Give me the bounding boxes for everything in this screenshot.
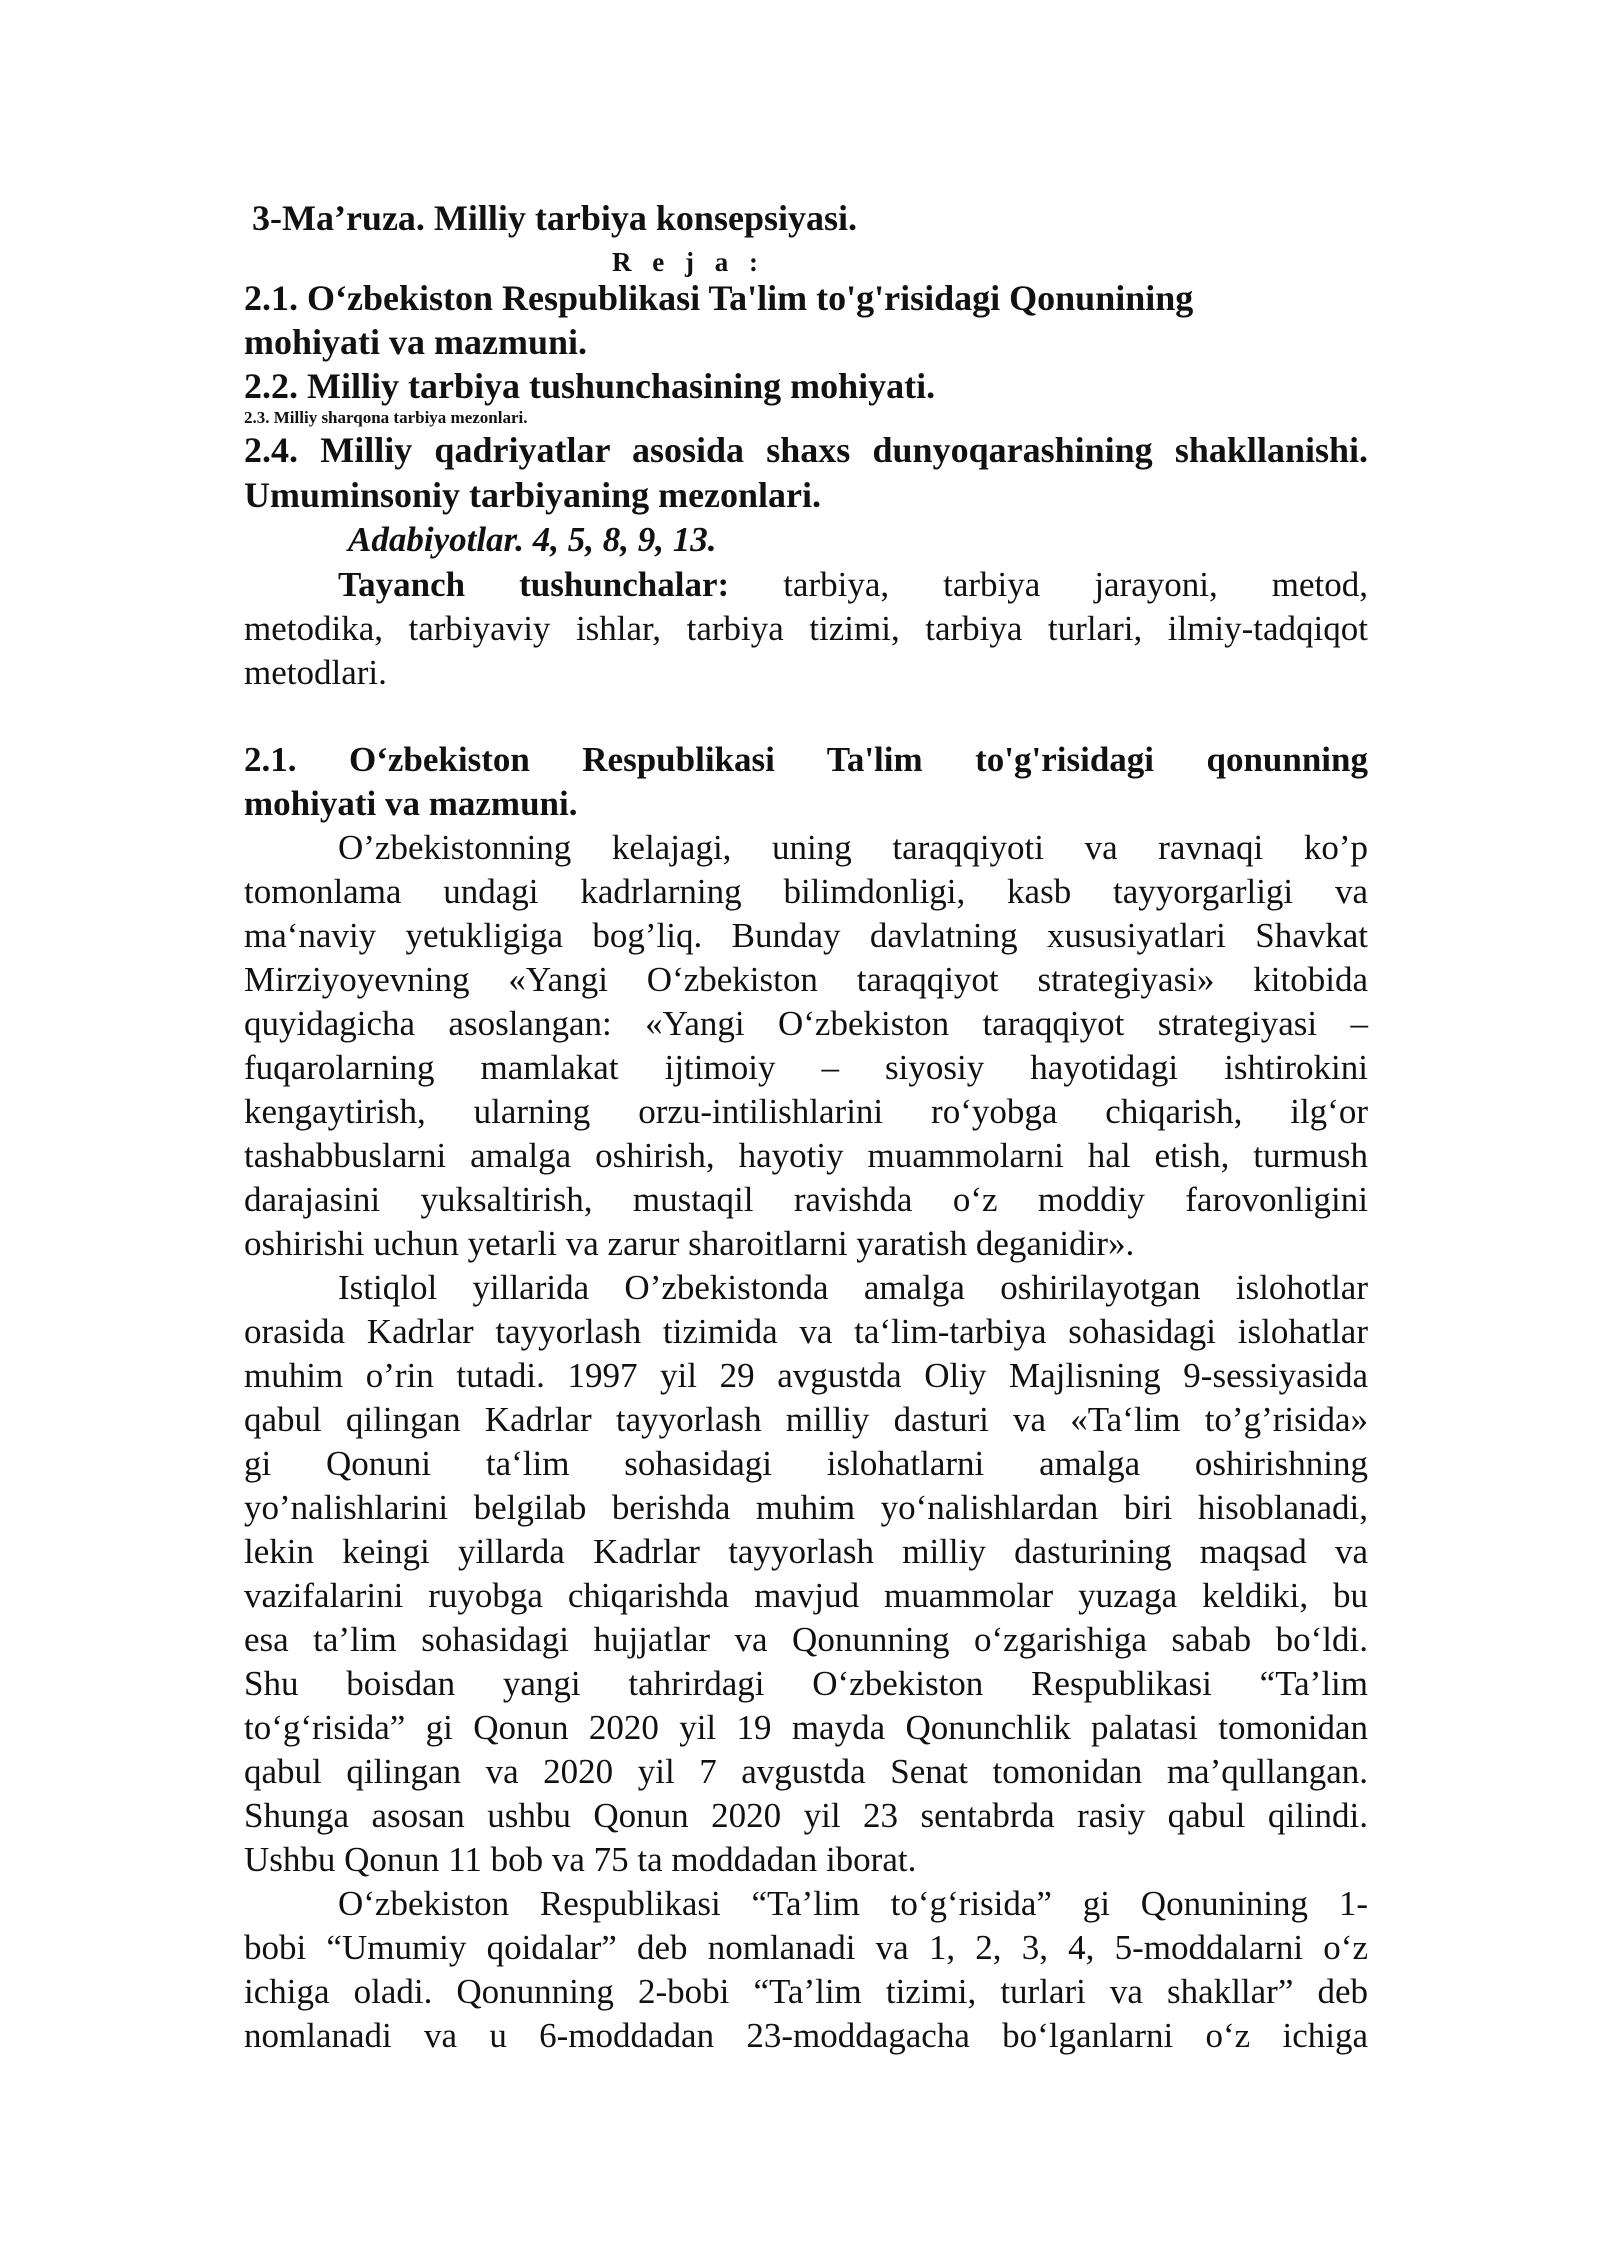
paragraph-2-line: lekin keingi yillarda Kadrlar tayyorlash milliy dasturining maqsad va — [244, 1532, 1368, 1571]
paragraph-2-line: vazifalarini ruyobga chiqarishda mavjud muammolar yuzaga keldiki, bu — [244, 1576, 1368, 1615]
paragraph-2-line: orasida Kadrlar tayyorlash tizimida va ta‘lim-tarbiya sohasidagi islohatlar — [244, 1312, 1368, 1351]
paragraph-2-line: Shu boisdan yangi tahrirdagi O‘zbekiston Respublikasi “Ta’lim — [244, 1664, 1368, 1703]
plan-item-2-3: 2.3. Milliy sharqona tarbiya mezonlari. — [244, 408, 528, 427]
lecture-title: 3-Ma’ruza. Milliy tarbiya konsepsiyasi. — [252, 198, 857, 238]
paragraph-1-line: O’zbekistonning kelajagi, uning taraqqiyoti va ravnaqi ko’p — [338, 828, 1368, 867]
paragraph-2-line: Shunga asosan ushbu Qonun 2020 yil 23 sentabrda rasiy qabul qilindi. — [244, 1796, 1368, 1835]
paragraph-1-line: tomonlama undagi kadrlarning bilimdonligi, kasb tayyorgarligi va — [244, 872, 1368, 911]
paragraph-1-line: fuqarolarning mamlakat ijtimoiy – siyosiy hayotidagi ishtirokini — [244, 1048, 1368, 1087]
plan-item-2-1-cont: mohiyati va mazmuni. — [244, 322, 588, 362]
key-terms-line-1 — [338, 563, 1368, 607]
literature-line: Adabiyotlar. 4, 5, 8, 9, 13. — [348, 520, 717, 559]
paragraph-2-line: esa ta’lim sohasidagi hujjatlar va Qonunning o‘zgarishiga sabab bo‘ldi. — [244, 1620, 1368, 1659]
paragraph-1-line: Mirziyoyevning «Yangi O‘zbekiston taraqqiyot strategiyasi» kitobida — [244, 960, 1368, 999]
paragraph-3-line: bobi “Umumiy qoidalar” deb nomlanadi va 1, 2, 3, 4, 5-moddalarni o‘z — [244, 1928, 1368, 1967]
paragraph-3-line: nomlanadi va u 6-moddadan 23-moddagacha bo‘lganlarni o‘z ichiga — [244, 2016, 1368, 2055]
paragraph-1-line: kengaytirish, ularning orzu-intilishlarini ro‘yobga chiqarish, ilg‘or — [244, 1092, 1368, 1131]
key-terms-line-2: metodika, tarbiyaviy ishlar, tarbiya tizimi, tarbiya turlari, ilmiy-tadqiqot — [244, 609, 1368, 648]
paragraph-1-line: darajasini yuksaltirish, mustaqil ravishda o‘z moddiy farovonligini — [244, 1180, 1368, 1219]
paragraph-1-line: ma‘naviy yetukligiga bog’liq. Bunday davlatning xususiyatlari Shavkat — [244, 916, 1368, 955]
paragraph-2-line: Istiqlol yillarida O’zbekistonda amalga oshirilayotgan islohotlar — [338, 1268, 1368, 1307]
plan-item-2-2: 2.2. Milliy tarbiya tushunchasining mohiyati. — [244, 366, 936, 406]
paragraph-2-line: qabul qilingan Kadrlar tayyorlash milliy dasturi va «Ta‘lim to’g’risida» — [244, 1400, 1368, 1439]
paragraph-1-line: tashabbuslarni amalga oshirish, hayotiy muammolarni hal etish, turmush — [244, 1136, 1368, 1175]
paragraph-2-line: muhim o’rin tutadi. 1997 yil 29 avgustda Oliy Majlisning 9-sessiyasida — [244, 1356, 1368, 1395]
paragraph-3-line: ichiga oladi. Qonunning 2-bobi “Ta’lim tizimi, turlari va shakllar” deb — [244, 1972, 1368, 2011]
paragraph-2-line: Ushbu Qonun 11 bob va 75 ta moddadan iborat. — [244, 1840, 917, 1879]
key-terms-label: Tayanch tushunchalar: — [338, 565, 730, 604]
paragraph-2-line: to‘g‘risida” gi Qonun 2020 yil 19 mayda Qonunchlik palatasi tomonidan — [244, 1708, 1368, 1747]
paragraph-2-line: gi Qonuni ta‘lim sohasidagi islohatlarni amalga oshirishning — [244, 1444, 1368, 1483]
paragraph-1-line: quyidagicha asoslangan: «Yangi O‘zbekiston taraqqiyot strategiyasi – — [244, 1004, 1368, 1043]
plan-label: R e j a : — [612, 247, 765, 277]
paragraph-1-line: oshirishi uchun yetarli va zarur sharoitlarni yaratish deganidir». — [244, 1224, 1135, 1263]
paragraph-2-line: yo’nalishlarini belgilab berishda muhim yo‘nalishlardan biri hisoblanadi, — [244, 1488, 1368, 1527]
key-terms-line-3: metodlari. — [244, 653, 387, 692]
plan-item-2-4: 2.4. Milliy qadriyatlar asosida shaxs dunyoqarashining shakllanishi. — [244, 430, 1368, 470]
paragraph-2-line: qabul qilingan va 2020 yil 7 avgustda Senat tomonidan ma’qullangan. — [244, 1752, 1368, 1791]
section-heading: 2.1. O‘zbekiston Respublikasi Ta'lim to'g'risidagi qonunning — [244, 740, 1368, 779]
plan-item-2-4-cont: Umuminsoniy tarbiyaning mezonlari. — [244, 475, 822, 515]
section-heading-cont: mohiyati va mazmuni. — [244, 784, 578, 823]
key-terms-text: tarbiya, tarbiya jarayoni, metod, — [729, 565, 1368, 604]
paragraph-3-line: O‘zbekiston Respublikasi “Ta’lim to‘g‘risida” gi Qonunining 1- — [338, 1884, 1368, 1923]
plan-item-2-1: 2.1. O‘zbekiston Respublikasi Ta'lim to'g'risidagi Qonunining — [244, 278, 1194, 318]
